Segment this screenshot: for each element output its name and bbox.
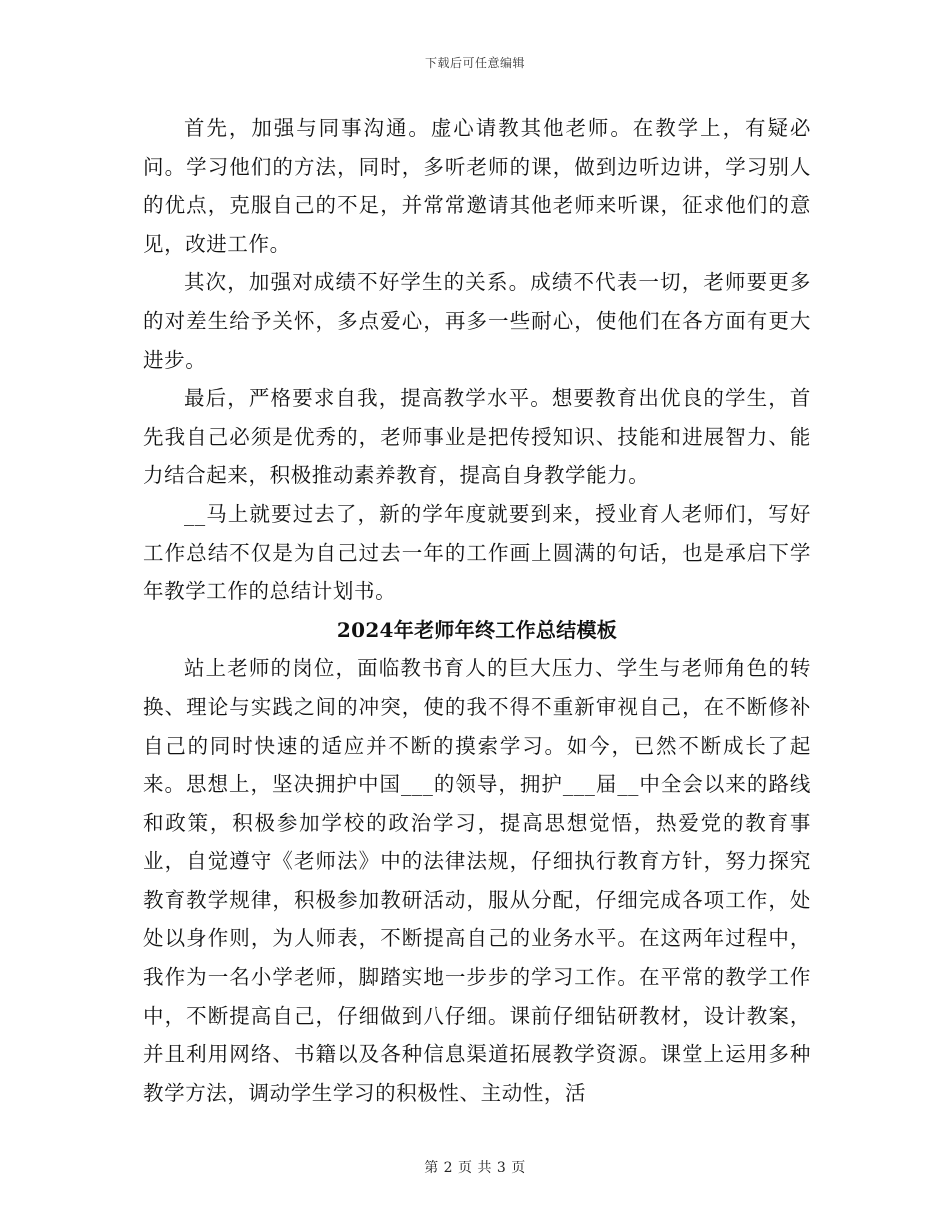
page-header: 下载后可任意编辑: [424, 56, 525, 70]
paragraph-year-end: __马上就要过去了，新的学年度就要到来，授业育人老师们，写好工作总结不仅是为自己过去一年的工作画上圆满的句话，也是承启下学年教学工作的总结计划书。: [143, 501, 811, 604]
page-number: 第 2 页 共 3 页: [424, 1160, 526, 1176]
document-body: [143, 109, 811, 1112]
paragraph-student-care: 其次，加强对成绩不好学生的关系。成绩不代表一切，老师要更多的对差生给予关怀，多点爱心，再多一些耐心，使他们在各方面有更大进步。: [143, 270, 811, 372]
paragraph-teacher-summary: 站上老师的岗位，面临教书育人的巨大压力、学生与老师角色的转换、理论与实践之间的冲突，使的我不得不重新审视自己，在不断修补自己的同时快速的适应并不断的摸索学习。如今，已然不断成长了起来。思想上，坚决拥护中国___的领导，拥护___届__中全会以来的路线和政策，积极参加学校的政治学习，提高思想觉悟，热爱党的教育事业，自觉遵守《老师法》中的法律法规，仔细执行教育方针，努力探究教育教学规律，积极参加教研活动，服从分配，仔细完成各项工作，处处以身作则，为人师表，不断提高自己的业务水平。在这两年过程中，我作为一名小学老师，脚踏实地一步步的学习工作。在平常的教学工作中，不断提高自己，仔细做到八仔细。课前仔细钻研教材，设计教案，并且利用网络、书籍以及各种信息渠道拓展教学资源。课堂上运用多种教学方法，调动学生学习的积极性、主动性，活: [143, 656, 811, 1105]
paragraph-self-improvement: 最后，严格要求自我，提高教学水平。想要教育出优良的学生，首先我自己必须是优秀的，老师事业是把传授知识、技能和进展智力、能力结合起来，积极推动素养教育，提高自身教学能力。: [143, 386, 811, 488]
section-title: 2024年老师年终工作总结模板: [336, 617, 618, 642]
paragraph-communication: 首先，加强与同事沟通。虚心请教其他老师。在教学上，有疑必问。学习他们的方法，同时，多听老师的课，做到边听边讲，学习别人的优点，克服自己的不足，并常常邀请其他老师来听课，征求他们的意见，改进工作。: [143, 116, 811, 256]
